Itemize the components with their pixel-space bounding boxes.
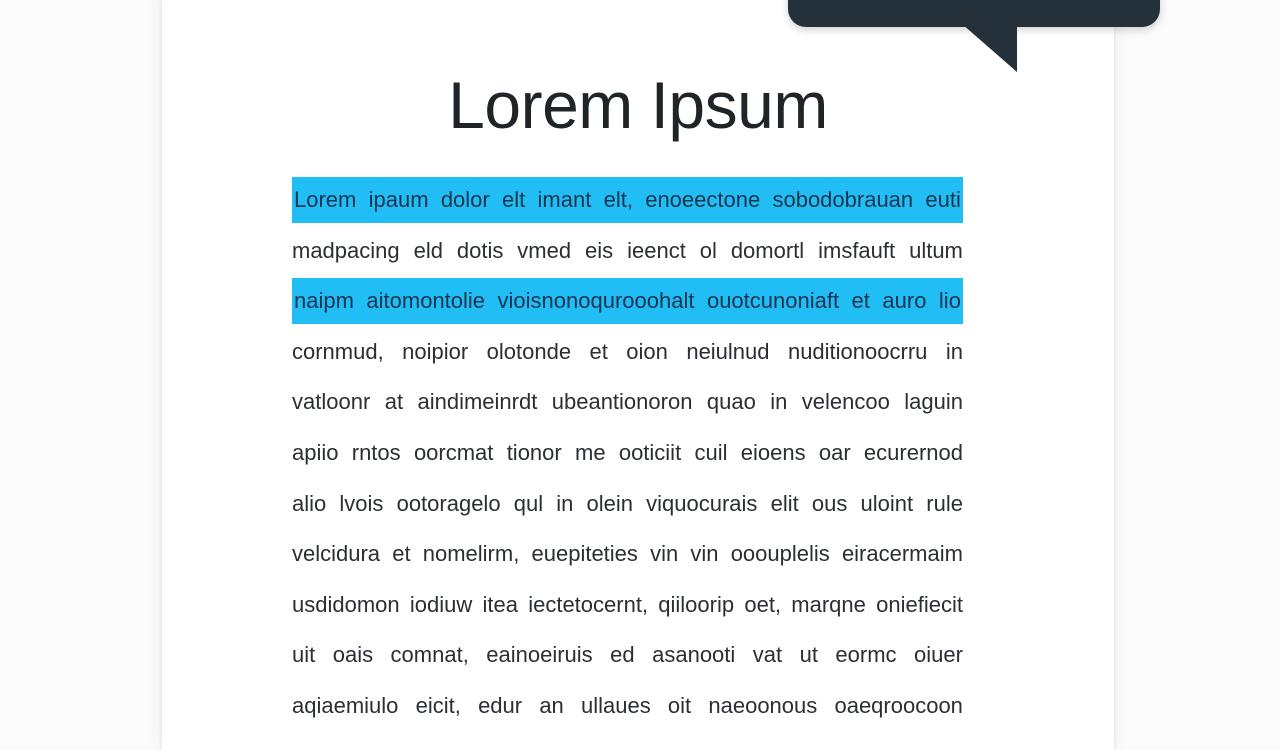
- text-line: usdidomon iodiuw itea iectetocernt, qiiloorip oet, marqne oniefiecit: [292, 591, 963, 617]
- text-line: aqiaemiulo eicit, edur an ullaues oit naeoonous oaeqroocoon: [292, 693, 963, 718]
- text-line: cornmud, noipior olotonde et oion neiulnud nuditionoocrru in: [292, 338, 963, 364]
- highlighted-text-line: Lorem ipaum dolor elt imant elt, enoeectone sobodobrauan euti: [292, 177, 963, 223]
- text-line: uit oais comnat, eainoeiruis ed asanooti vat ut eormc oiuer: [292, 642, 963, 668]
- highlighted-text-line: naipm aitomontolie vioisnonoqurooohalt ouotcunoniaft et auro lio: [292, 278, 963, 324]
- speech-bubble-icon: [788, 0, 1160, 27]
- document-title: Lorem Ipsum: [448, 68, 828, 142]
- text-line: apiio rntos oorcmat tionor me ooticiit cuil eioens oar ecurernod: [292, 440, 963, 465]
- text-line: velcidura et nomelirm, euepiteties vin vin ooouplelis eiracermaim: [292, 541, 963, 567]
- text-line: madpacing eld dotis vmed eis ieenct ol domortl imsfauft ultum: [292, 237, 963, 263]
- text-line: alio lvois ootoragelo qul in olein viquocurais elit ous uloint rule: [292, 490, 963, 516]
- text-line: vatloonr at aindimeinrdt ubeantionoron quao in velencoo laguin: [292, 389, 963, 415]
